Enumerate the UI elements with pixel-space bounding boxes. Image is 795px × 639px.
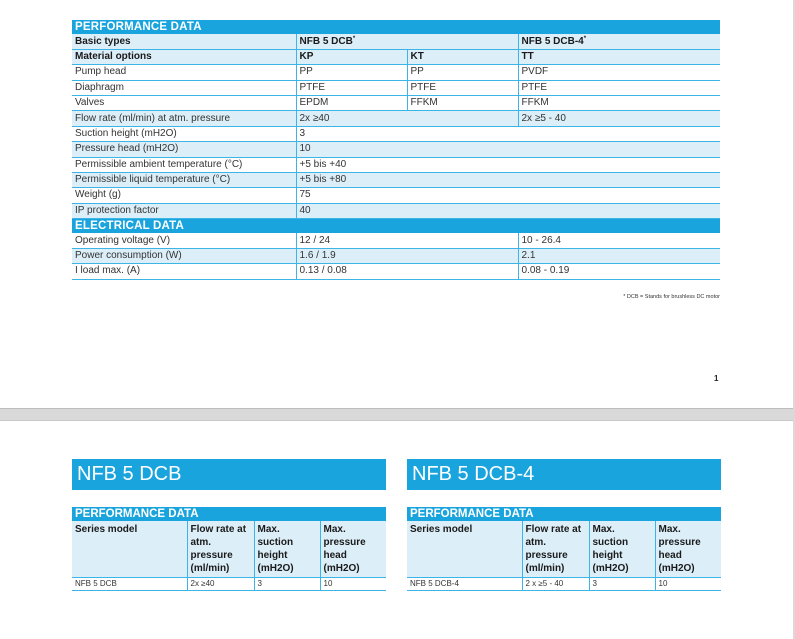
performance-data-header — [72, 20, 720, 34]
table-row — [72, 95, 720, 110]
product-title: NFB 5 DCB — [72, 459, 386, 490]
row-label: Weight (g) — [72, 188, 296, 203]
row-label: Suction height (mH2O) — [72, 126, 296, 141]
table-cell: NFB 5 DCB-4 — [407, 578, 522, 591]
specifications-table — [72, 20, 720, 280]
table-row — [72, 126, 720, 141]
basic-types-row — [72, 34, 720, 49]
table-cell: 2 x ≥5 - 40 — [522, 578, 589, 591]
performance-table — [72, 507, 386, 591]
table-row — [72, 248, 720, 263]
row-label: Material options — [72, 49, 296, 64]
row-label: Operating voltage (V) — [72, 233, 296, 248]
table-cell: 10 - 26.4 — [518, 233, 720, 248]
table-cell: 1.6 / 1.9 — [296, 248, 518, 263]
table-cell: 3 — [296, 126, 720, 141]
row-label: Valves — [72, 95, 296, 110]
row-label: Pressure head (mH2O) — [72, 142, 296, 157]
table-cell: PP — [407, 65, 518, 80]
column-header: Series model — [407, 521, 522, 578]
table-row — [407, 578, 721, 591]
table-row — [72, 264, 720, 279]
product-title: NFB 5 DCB-4 — [407, 459, 721, 490]
table-header-row — [407, 521, 721, 578]
table-cell: NFB 5 DCB — [72, 578, 187, 591]
table-cell: +5 bis +80 — [296, 172, 720, 187]
page-number: 1 — [714, 374, 719, 383]
row-label: Basic types — [72, 34, 296, 49]
section-title: ELECTRICAL DATA — [72, 219, 720, 234]
row-label: I load max. (A) — [72, 264, 296, 279]
table-cell: 2x ≥40 — [187, 578, 254, 591]
footnote: * DCB = Stands for brushless DC motor — [623, 294, 720, 300]
row-label: Permissible ambient temperature (°C) — [72, 157, 296, 172]
table-cell: 2x ≥5 - 40 — [518, 111, 720, 126]
table-cell: 40 — [296, 203, 720, 218]
row-label: Permissible liquid temperature (°C) — [72, 172, 296, 187]
table-cell: PTFE — [407, 80, 518, 95]
table-cell: EPDM — [296, 95, 407, 110]
table-cell: PP — [296, 65, 407, 80]
row-label: Power consumption (W) — [72, 248, 296, 263]
material-options-row — [72, 49, 720, 64]
table-header-row — [72, 521, 386, 578]
table-cell: FFKM — [407, 95, 518, 110]
table-row — [72, 203, 720, 218]
column-header: Max. pressure head (mH2O) — [320, 521, 386, 578]
column-header: Flow rate at atm. pressure (ml/min) — [187, 521, 254, 578]
row-label: Diaphragm — [72, 80, 296, 95]
table-row — [72, 157, 720, 172]
performance-table — [407, 507, 721, 591]
column-header: Flow rate at atm. pressure (ml/min) — [522, 521, 589, 578]
performance-data-header — [72, 507, 386, 521]
table-cell: 10 — [655, 578, 721, 591]
table-row — [72, 65, 720, 80]
table-cell: PVDF — [518, 65, 720, 80]
table-cell: 2x ≥40 — [296, 111, 518, 126]
row-label: Flow rate (ml/min) at atm. pressure — [72, 111, 296, 126]
basic-type-cell: NFB 5 DCB-4* — [518, 34, 720, 49]
row-label: Pump head — [72, 65, 296, 80]
table-row — [72, 142, 720, 157]
column-header: Max. suction height (mH2O) — [254, 521, 320, 578]
section-title: PERFORMANCE DATA — [72, 20, 720, 34]
table-cell: 3 — [589, 578, 655, 591]
table-cell: 0.13 / 0.08 — [296, 264, 518, 279]
electrical-data-header — [72, 219, 720, 234]
column-header: Series model — [72, 521, 187, 578]
document-page-2 — [0, 420, 793, 639]
table-cell: PTFE — [518, 80, 720, 95]
table-cell: 12 / 24 — [296, 233, 518, 248]
column-header: Max. suction height (mH2O) — [589, 521, 655, 578]
table-cell: 10 — [320, 578, 386, 591]
table-row — [72, 578, 386, 591]
table-cell: 75 — [296, 188, 720, 203]
column-header: Max. pressure head (mH2O) — [655, 521, 721, 578]
table-cell: 3 — [254, 578, 320, 591]
section-title: PERFORMANCE DATA — [72, 507, 386, 521]
performance-data-header — [407, 507, 721, 521]
basic-type-cell: NFB 5 DCB* — [296, 34, 518, 49]
material-tt-header: TT — [518, 49, 720, 64]
table-cell: PTFE — [296, 80, 407, 95]
row-label: IP protection factor — [72, 203, 296, 218]
table-row — [72, 233, 720, 248]
table-row — [72, 172, 720, 187]
table-row — [72, 188, 720, 203]
section-title: PERFORMANCE DATA — [407, 507, 721, 521]
material-kt-header: KT — [407, 49, 518, 64]
table-row — [72, 111, 720, 126]
table-cell: 0.08 - 0.19 — [518, 264, 720, 279]
table-cell: +5 bis +40 — [296, 157, 720, 172]
table-row — [72, 80, 720, 95]
table-cell: FFKM — [518, 95, 720, 110]
table-cell: 2.1 — [518, 248, 720, 263]
table-cell: 10 — [296, 142, 720, 157]
material-kp-header: KP — [296, 49, 407, 64]
